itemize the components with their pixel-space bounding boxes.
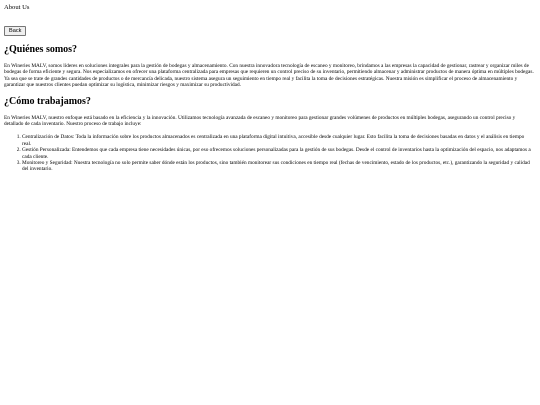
process-steps-list [4, 134, 534, 172]
process-step: 3. Monitoreo y Seguridad: Nuestra tecnología no solo permite saber dónde están los productos, sino también monitorear sus condiciones en tiempo real (fechas de vencimiento, estado de los productos, etc.), garantizando la seguridad y calidad del inventario. [22, 160, 534, 173]
how-paragraph: En Wineries MALV, nuestro enfoque está basado en la eficiencia y la innovación. Utilizamos tecnología avanzada de escaneo y monitoreo para gestionar grandes volúmenes de productos en múltiples bodegas, asegurando un control preciso y detallado de cada inventario. Nuestro proceso de trabajo incluye: [4, 114, 516, 128]
about-heading: ¿Quiénes somos? [4, 44, 78, 55]
page-title: About Us [4, 4, 30, 11]
how-heading: ¿Cómo trabajamos? [4, 95, 91, 107]
back-button[interactable]: Back [4, 26, 26, 36]
process-step: 1. Centralización de Datos: Toda la información sobre los productos almacenados es centralizada en una plataforma digital intuitiva, accesible desde cualquier lugar. Esto facilita la toma de decisiones basadas en datos y el análisis en tiempo real. [22, 134, 534, 147]
about-page [4, 4, 534, 173]
process-step: 2. Gestión Personalizada: Entendemos que cada empresa tiene necesidades únicas, por eso ofrecemos soluciones personalizadas para la gestión de sus bodegas. Desde el control de inventarios hasta la optimización del espacio, nos adaptamos a cada cliente. [22, 147, 534, 160]
about-paragraph: En Wineries MALV, somos líderes en soluciones integrales para la gestión de bodegas y almacenamiento. Con nuestra innovadora tecnología de escaneo y monitoreo, brindamos a las empresas la capacidad de gestionar, rastrear y organizar miles de bodegas de forma eficiente y segura. Nos especializamos en ofrecer una plataforma centralizada para empresas que requieren un control preciso de su inventario, permitiendo almacenar y administrar productos de manera óptima en múltiples bodegas. Ya sea que se trate de grandes cantidades de productos o de mercancía delicada, nuestro sistema asegura un seguimiento en tiempo real y facilita la toma de decisiones estratégicas. Nuestra misión es simplificar el proceso de almacenamiento y garantizar que nuestros clientes puedan optimizar su logística, minimizar riesgos y maximizar su productividad. [4, 63, 534, 89]
